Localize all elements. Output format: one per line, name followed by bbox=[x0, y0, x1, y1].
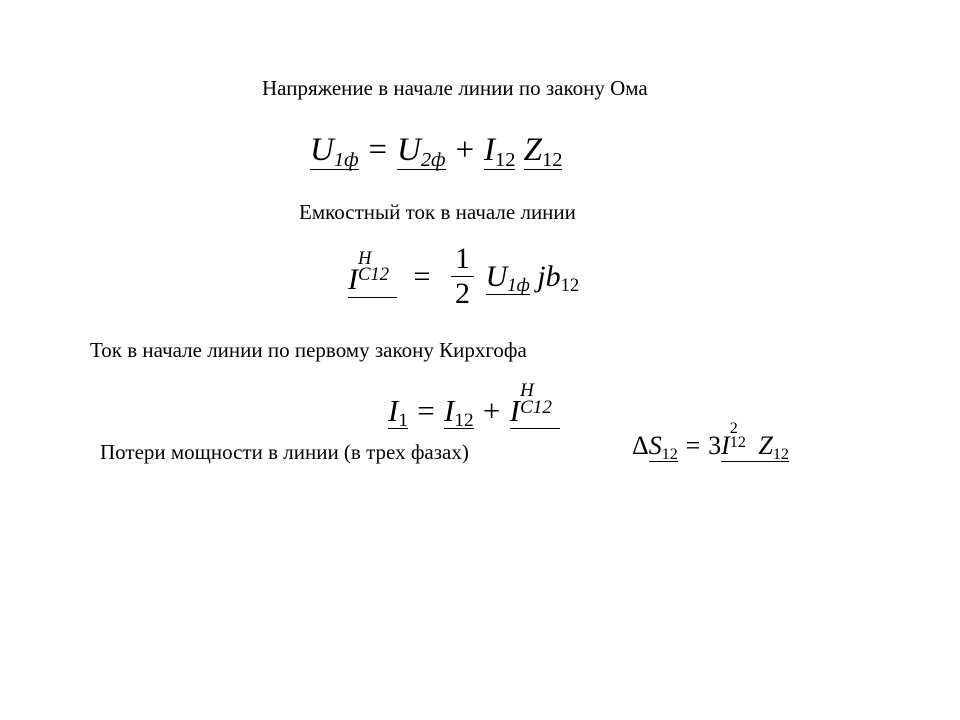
symbol-i1: I1 bbox=[388, 393, 408, 432]
delta-symbol: Δ bbox=[632, 431, 649, 460]
symbol-u1: U1ф bbox=[310, 132, 359, 171]
formula-power-losses bbox=[632, 419, 789, 463]
fraction-one-half: $\frac{1}{2}$ bbox=[451, 244, 473, 309]
plus-sign: + bbox=[482, 393, 501, 428]
formula-kirchhoff-current bbox=[388, 380, 560, 432]
symbol-i12: I12 bbox=[444, 393, 474, 432]
symbol-z12: Z12 bbox=[523, 132, 563, 171]
plus-sign: + bbox=[455, 132, 475, 168]
symbol-i12: I12 bbox=[483, 132, 516, 171]
symbol-ic12: I Н C12 bbox=[348, 259, 397, 295]
symbol-u1: U1ф bbox=[485, 259, 530, 296]
equals-sign: = bbox=[368, 132, 388, 168]
coefficient: 3 bbox=[708, 431, 722, 460]
caption-capacitive-current: Емкостный ток в начале линии bbox=[299, 200, 576, 224]
symbol-u2: U2ф bbox=[396, 132, 446, 171]
formula-voltage-ohm bbox=[310, 132, 563, 171]
symbol-z12: Z12 bbox=[758, 431, 789, 463]
equals-sign: = bbox=[685, 431, 701, 460]
symbol-s12: S12 bbox=[648, 431, 678, 463]
caption-kirchhoff-current: Ток в начале линии по первому закону Кирхгофа bbox=[90, 338, 527, 362]
symbol-i12-squared: I 2 12 bbox=[721, 428, 758, 459]
equals-sign: = bbox=[413, 259, 431, 293]
caption-power-losses: Потери мощности в линии (в трех фазах) bbox=[100, 440, 469, 464]
equals-sign: = bbox=[417, 393, 435, 428]
formula-capacitive-current bbox=[348, 244, 579, 309]
caption-voltage-start: Напряжение в начале линии по закону Ома bbox=[262, 76, 648, 100]
symbol-jb12: jb12 bbox=[537, 259, 580, 296]
symbol-ic12: I Н C12 bbox=[510, 390, 561, 426]
